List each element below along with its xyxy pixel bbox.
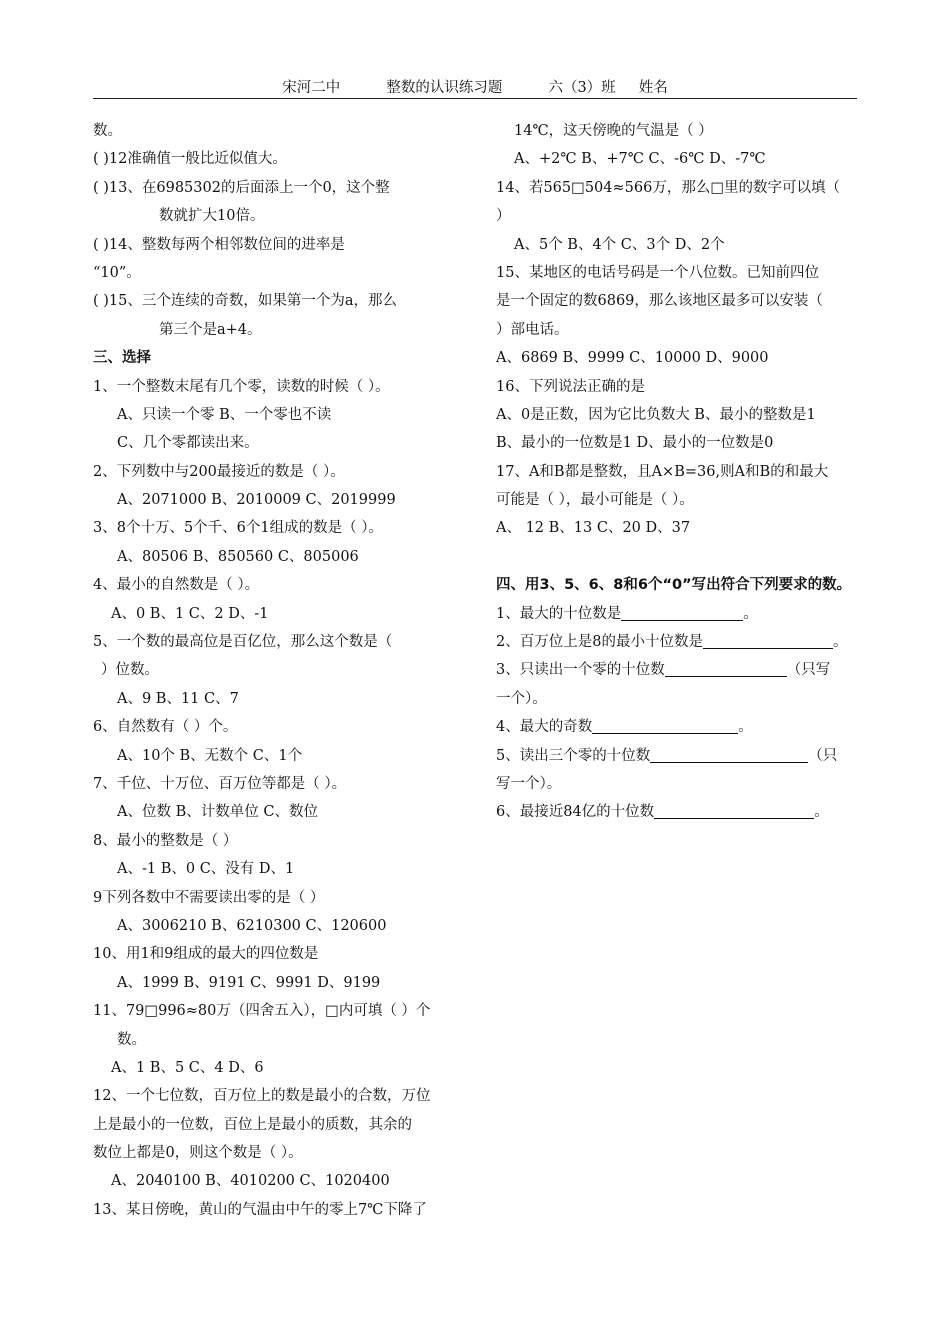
answer-blank[interactable] [665,660,787,677]
left-line-34: 12、一个七位数，百万位上的数是最小的合数，万位 [93,1088,431,1105]
q4-1-end: 。 [743,605,758,622]
left-line-0: 数。 [93,123,122,139]
q4-4-text: 4、最大的奇数 [496,719,593,736]
right-column [496,117,868,827]
right-line-13: 可能是（ ），最小可能是（ ）。 [496,492,694,509]
right-line-3: ） [496,208,511,225]
right-line-8: A、6869 B、9999 C、10000 D、9000 [496,350,769,367]
left-line-8: 三、选择 [93,350,151,367]
left-line-25: 8、最小的整数是（ ） [93,832,238,849]
left-line-4: ( )14、整数每两个相邻数位间的进率是 [93,236,345,253]
left-line-33: A、1 B、5 C、4 D、6 [111,1059,264,1076]
right-line-10: A、0是正数，因为它比负数大 B、最小的整数是1 [496,406,816,423]
right-line-14: A、 12 B、13 C、20 D、37 [496,520,691,537]
left-line-35: 上是最小的一位数，百位上是最小的质数，其余的 [93,1116,412,1133]
right-line-7: ）部电话。 [496,321,569,338]
answer-blank[interactable] [592,717,738,734]
left-line-12: 2、下列数中与200最接近的数是（ ）。 [93,463,345,480]
left-line-6: ( )15、三个连续的奇数，如果第一个为a，那么 [93,293,398,310]
q4-4-end: 。 [738,719,753,736]
left-line-36: 数位上都是0，则这个数是（ ）。 [93,1145,303,1162]
q4-5-end: （只 [808,747,838,764]
q4-1 [496,600,868,628]
left-line-2: ( )13、在6985302的后面添上一个0，这个整 [93,179,390,196]
q4-1-text: 1、最大的十位数是 [496,605,622,622]
q4-2 [496,628,868,656]
left-line-11: C、几个零都读出来。 [117,435,259,452]
right-line-6: 是一个固定的数6869，那么该地区最多可以安装（ [496,293,823,310]
left-line-31: 11、79□996≈80万（四舍五入），□内可填（ ）个 [93,1003,431,1020]
left-line-37: A、2040100 B、4010200 C、1020400 [111,1173,390,1190]
left-line-29: 10、用1和9组成的最大的四位数是 [93,946,319,963]
left-line-26: A、-1 B、0 C、没有 D、1 [117,861,295,878]
q4-6 [496,798,868,826]
q4-5-cont: 写一个）。 [496,775,562,792]
q4-6-text: 6、最接近84亿的十位数 [496,804,655,821]
left-line-15: A、80506 B、850560 C、805006 [117,548,359,565]
q4-3 [496,656,868,684]
left-line-14: 3、8个十万、5个千、6个1组成的数是（ ）。 [93,520,383,537]
left-line-18: 5、一个数的最高位是百亿位，那么这个数是（ [93,634,393,651]
left-line-32: 数。 [117,1031,146,1048]
left-line-21: 6、自然数有（ ）个。 [93,719,238,736]
answer-blank[interactable] [654,802,814,819]
left-line-19: ）位数。 [101,662,159,679]
right-line-11: B、最小的一位数是1 D、最小的一位数是0 [496,435,774,452]
left-line-5: “10”。 [93,264,141,281]
right-line-9: 16、下列说法正确的是 [496,378,645,395]
q4-2-text: 2、百万位上是8的最小十位数是 [496,634,703,651]
right-line-4: A、5个 B、4个 C、3个 D、2个 [514,236,725,253]
left-line-38: 13、某日傍晚，黄山的气温由中午的零上7℃下降了 [93,1201,427,1218]
q4-3-text: 3、只读出一个零的十位数 [496,662,665,679]
q4-5-text: 5、读出三个零的十位数 [496,747,651,764]
left-line-28: A、3006210 B、6210300 C、120600 [117,917,387,934]
left-line-16: 4、最小的自然数是（ ）。 [93,577,260,594]
section-4-title: 四、用3、5、6、8和6个“0”写出符合下列要求的数。 [496,577,852,594]
right-line-0: 14℃，这天傍晚的气温是（ ） [514,123,713,139]
q4-2-end: 。 [832,634,848,651]
left-line-1: ( )12准确值一般比近似值大。 [93,151,287,168]
left-line-17: A、0 B、1 C、2 D、-1 [111,605,269,622]
q4-3-cont: 一个）。 [496,690,547,707]
right-line-2: 14、若565□504≈566万，那么□里的数字可以填（ [496,179,841,196]
right-line-5: 15、某地区的电话号码是一个八位数。已知前四位 [496,264,819,281]
q4-4 [496,713,868,741]
left-line-30: A、1999 B、9191 C、9991 D、9199 [117,974,381,991]
left-line-22: A、10个 B、无数个 C、1个 [117,747,303,764]
left-line-23: 7、千位、十万位、百万位等都是（ ）。 [93,775,347,792]
answer-blank[interactable] [621,604,743,621]
page-header: 宋河二中 整数的认识练习题 六（3）班 姓名 [93,76,857,99]
left-line-27: 9下列各数中不需要读出零的是（ ） [93,889,325,906]
right-line-1: A、+2℃ B、+7℃ C、-6℃ D、-7℃ [514,151,766,168]
left-line-3: 数就扩大10倍。 [159,208,265,225]
left-line-13: A、2071000 B、2010009 C、2019999 [117,492,396,509]
left-line-20: A、9 B、11 C、7 [117,690,239,707]
choice-questions-continued [496,117,868,543]
left-column [93,117,465,1224]
q4-3-end: （只写 [786,662,831,679]
answer-blank[interactable] [703,632,833,649]
left-line-10: A、只读一个零 B、一个零也不读 [117,406,332,423]
left-line-9: 1、一个整数末尾有几个零，读数的时候（ ）。 [93,378,390,395]
left-line-7: 第三个是a+4。 [159,321,262,338]
left-line-24: A、位数 B、计数单位 C、数位 [117,804,318,821]
spacer [496,543,868,571]
q4-6-end: 。 [814,804,829,821]
right-line-12: 17、A和B都是整数，且A×B=36,则A和B的和最大 [496,463,829,480]
answer-blank[interactable] [650,746,808,763]
q4-5 [496,742,868,770]
